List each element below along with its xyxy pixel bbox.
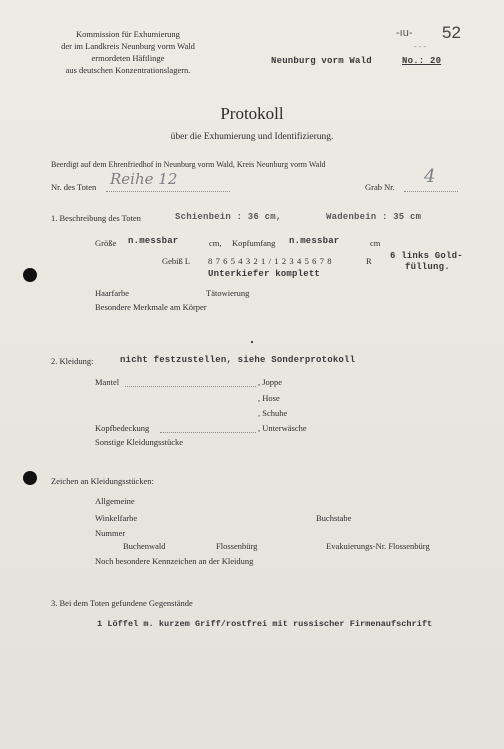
hose-text: Hose	[262, 393, 280, 403]
schienbein-value: Schienbein : 36 cm,	[175, 212, 282, 222]
burial-line: Beerdigt auf dem Ehrenfriedhof in Neunburg vorm Wald, Kreis Neunburg vorm Wald	[51, 160, 326, 169]
toten-nr-label: Nr. des Toten	[51, 182, 97, 192]
top-right-ill-mark: -ıu-	[396, 27, 413, 39]
toten-nr-value: Reihe 12	[110, 170, 178, 188]
mantel-line	[125, 386, 256, 387]
ink-dot	[251, 341, 253, 343]
allgemeine-label: Allgemeine	[95, 496, 135, 506]
kopfumfang-value: n.messbar	[289, 236, 340, 246]
buchenwald-label: Buchenwald	[123, 541, 166, 551]
wadenbein-value: Wadenbein : 35 cm	[326, 212, 422, 222]
grab-nr-value: 4	[424, 166, 436, 187]
kopfbedeckung-label: Kopfbedeckung	[95, 423, 150, 433]
place-typed: Neunburg vorm Wald	[271, 56, 372, 66]
gebiss-r: R	[366, 256, 372, 266]
org-line-4: aus deutschen Konzentrationslagern.	[65, 65, 191, 75]
merkmale-label: Besondere Merkmale am Körper	[95, 302, 207, 312]
gold-line-1: 6 links Gold-	[390, 251, 463, 261]
grab-nr-line	[404, 191, 458, 192]
org-line-1: Kommission für Exhumierung	[76, 29, 180, 39]
nummer-label: Nummer	[95, 528, 126, 538]
kopfbedeckung-line	[160, 432, 256, 433]
mantel-label: Mantel	[95, 377, 120, 387]
joppe-label: , Joppe	[258, 377, 283, 387]
unterwaesche-text: Unterwäsche	[262, 423, 307, 433]
haarfarbe-label: Haarfarbe	[95, 288, 129, 298]
gebiss-numbers: 8 7 6 5 4 3 2 1 / 1 2 3 4 5 6 7 8	[208, 256, 333, 266]
gegenstaende-value: 1 Löffel m. kurzem Griff/rostfrei mit russischer Firmenaufschrift	[97, 619, 433, 629]
section2-heading: 2. Kleidung:	[51, 356, 94, 366]
sonstige-label: Sonstige Kleidungsstücke	[95, 437, 184, 447]
cm-label-1: cm,	[209, 238, 222, 248]
evakuierung-label: Evakuierungs-Nr. Flossenbürg	[326, 541, 430, 551]
hose-label: , Hose	[258, 393, 280, 403]
groesse-label: Größe	[95, 238, 117, 248]
toten-nr-line	[106, 191, 230, 192]
gold-line-2: füllung.	[405, 262, 450, 272]
flossenbuerg-label: Flossenbürg	[216, 541, 258, 551]
kleidung-value: nicht festzustellen, siehe Sonderprotokoll	[120, 355, 356, 365]
section1-heading: 1. Beschreibung des Toten	[51, 213, 141, 223]
org-line-2: der im Landkreis Neunburg vorm Wald	[61, 41, 195, 51]
kennzeichen-label: Noch besondere Kennzeichen an der Kleidung	[95, 556, 254, 566]
groesse-value: n.messbar	[128, 236, 179, 246]
dash-mark: - - -	[414, 42, 426, 51]
unterkiefer-value: Unterkiefer komplett	[208, 269, 321, 279]
schuhe-label: , Schuhe	[258, 408, 288, 418]
zeichen-heading: Zeichen an Kleidungsstücken:	[51, 476, 154, 486]
number-typed: No.: 20	[402, 56, 442, 66]
punch-hole-top	[23, 268, 37, 282]
grab-nr-label: Grab Nr.	[365, 182, 395, 192]
cm-label-2: cm	[370, 238, 381, 248]
page-number-mark: 52	[442, 23, 461, 42]
unterwaesche-label: , Unterwäsche	[258, 423, 307, 433]
section3-heading: 3. Bei dem Toten gefundene Gegenstände	[51, 598, 193, 608]
buchstabe-label: Buchstabe	[316, 513, 352, 523]
schuhe-text: Schuhe	[262, 408, 288, 418]
taetowierung-label: Tätowierung	[206, 288, 250, 298]
org-line-3: ermordeten Häftlinge	[91, 53, 165, 63]
winkelfarbe-label: Winkelfarbe	[95, 513, 138, 523]
gebiss-label: Gebiß L	[162, 256, 191, 266]
punch-hole-bottom	[23, 471, 37, 485]
kopfumfang-label: Kopfumfang	[232, 238, 276, 248]
joppe-text: Joppe	[262, 377, 283, 387]
page-title: Protokoll	[220, 104, 284, 123]
page-subtitle: über die Exhumierung und Identifizierung.	[170, 132, 334, 142]
